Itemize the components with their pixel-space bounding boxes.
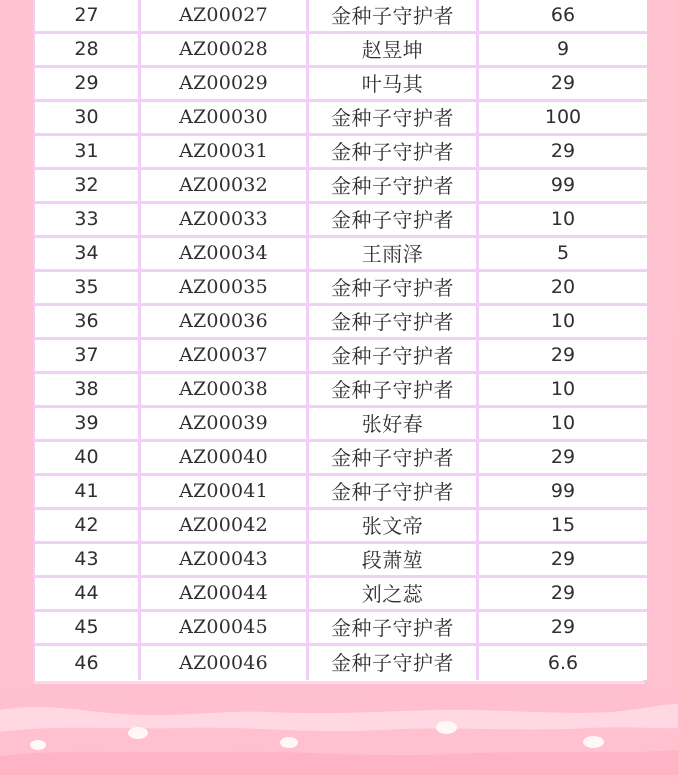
row-index-cell: 45 [35,612,141,646]
row-value-cell: 15 [479,510,647,544]
row-index-cell: 40 [35,442,141,476]
table-row [35,204,647,238]
row-value-cell: 100 [479,102,647,136]
row-code-cell: AZ00035 [141,272,309,306]
row-value-cell: 20 [479,272,647,306]
row-name-cell: 金种子守护者 [309,476,479,510]
row-value-cell: 29 [479,578,647,612]
row-index-cell: 41 [35,476,141,510]
row-index-cell: 33 [35,204,141,238]
row-index-cell: 30 [35,102,141,136]
row-code-cell: AZ00037 [141,340,309,374]
table-row [35,272,647,306]
table-row [35,442,647,476]
table-row [35,510,647,544]
row-code-cell: AZ00043 [141,544,309,578]
row-name-cell: 金种子守护者 [309,0,479,34]
row-value-cell: 99 [479,170,647,204]
row-code-cell: AZ00027 [141,0,309,34]
row-name-cell: 张文帝 [309,510,479,544]
row-value-cell: 29 [479,612,647,646]
row-value-cell: 29 [479,442,647,476]
row-value-cell: 5 [479,238,647,272]
table-row [35,340,647,374]
table-row [35,170,647,204]
row-value-cell: 6.6 [479,646,647,680]
row-name-cell: 赵昱坤 [309,34,479,68]
table-row [35,374,647,408]
row-index-cell: 35 [35,272,141,306]
row-value-cell: 10 [479,374,647,408]
row-code-cell: AZ00038 [141,374,309,408]
row-index-cell: 46 [35,646,141,680]
row-code-cell: AZ00039 [141,408,309,442]
row-index-cell: 32 [35,170,141,204]
row-name-cell: 金种子守护者 [309,204,479,238]
row-code-cell: AZ00046 [141,646,309,680]
row-index-cell: 42 [35,510,141,544]
table-row [35,102,647,136]
table-row [35,306,647,340]
row-index-cell: 37 [35,340,141,374]
row-index-cell: 31 [35,136,141,170]
table-row [35,136,647,170]
table-row [35,68,647,102]
table-row [35,0,647,34]
table-body [35,0,647,680]
row-index-cell: 36 [35,306,141,340]
row-code-cell: AZ00036 [141,306,309,340]
row-name-cell: 金种子守护者 [309,306,479,340]
row-name-cell: 段萧堃 [309,544,479,578]
row-name-cell: 金种子守护者 [309,340,479,374]
row-index-cell: 38 [35,374,141,408]
table-row [35,238,647,272]
row-value-cell: 10 [479,408,647,442]
row-code-cell: AZ00033 [141,204,309,238]
table-row [35,408,647,442]
row-name-cell: 张好春 [309,408,479,442]
wave-light [0,704,678,775]
row-value-cell: 29 [479,136,647,170]
row-value-cell: 10 [479,306,647,340]
row-value-cell: 66 [479,0,647,34]
row-code-cell: AZ00040 [141,442,309,476]
row-index-cell: 29 [35,68,141,102]
row-code-cell: AZ00034 [141,238,309,272]
row-name-cell: 叶马其 [309,68,479,102]
row-code-cell: AZ00028 [141,34,309,68]
bottom-wave-decoration [0,684,678,775]
row-name-cell: 金种子守护者 [309,646,479,680]
row-name-cell: 金种子守护者 [309,612,479,646]
row-index-cell: 27 [35,0,141,34]
row-name-cell: 金种子守护者 [309,136,479,170]
row-value-cell: 10 [479,204,647,238]
row-index-cell: 34 [35,238,141,272]
row-code-cell: AZ00030 [141,102,309,136]
row-code-cell: AZ00045 [141,612,309,646]
row-name-cell: 王雨泽 [309,238,479,272]
table-row [35,646,647,680]
row-name-cell: 金种子守护者 [309,374,479,408]
wave-svg [0,684,678,775]
row-code-cell: AZ00029 [141,68,309,102]
row-value-cell: 29 [479,544,647,578]
donation-table [35,0,647,680]
decorative-dot [30,740,46,750]
row-code-cell: AZ00044 [141,578,309,612]
row-value-cell: 29 [479,340,647,374]
decorative-dot [280,737,298,748]
row-name-cell: 刘之蕊 [309,578,479,612]
row-value-cell: 9 [479,34,647,68]
row-code-cell: AZ00031 [141,136,309,170]
wave-mid [0,727,678,775]
row-code-cell: AZ00042 [141,510,309,544]
table-row [35,544,647,578]
row-value-cell: 99 [479,476,647,510]
decorative-dot [583,736,604,748]
row-index-cell: 28 [35,34,141,68]
row-name-cell: 金种子守护者 [309,102,479,136]
row-index-cell: 43 [35,544,141,578]
row-name-cell: 金种子守护者 [309,170,479,204]
donation-table-panel [33,0,645,684]
table-row [35,612,647,646]
table-row [35,578,647,612]
row-name-cell: 金种子守护者 [309,442,479,476]
row-name-cell: 金种子守护者 [309,272,479,306]
row-code-cell: AZ00041 [141,476,309,510]
table-row [35,34,647,68]
wave-dark [0,750,678,775]
row-index-cell: 39 [35,408,141,442]
row-value-cell: 29 [479,68,647,102]
row-index-cell: 44 [35,578,141,612]
decorative-dot [128,727,148,739]
row-code-cell: AZ00032 [141,170,309,204]
decorative-dot [436,721,457,734]
table-row [35,476,647,510]
